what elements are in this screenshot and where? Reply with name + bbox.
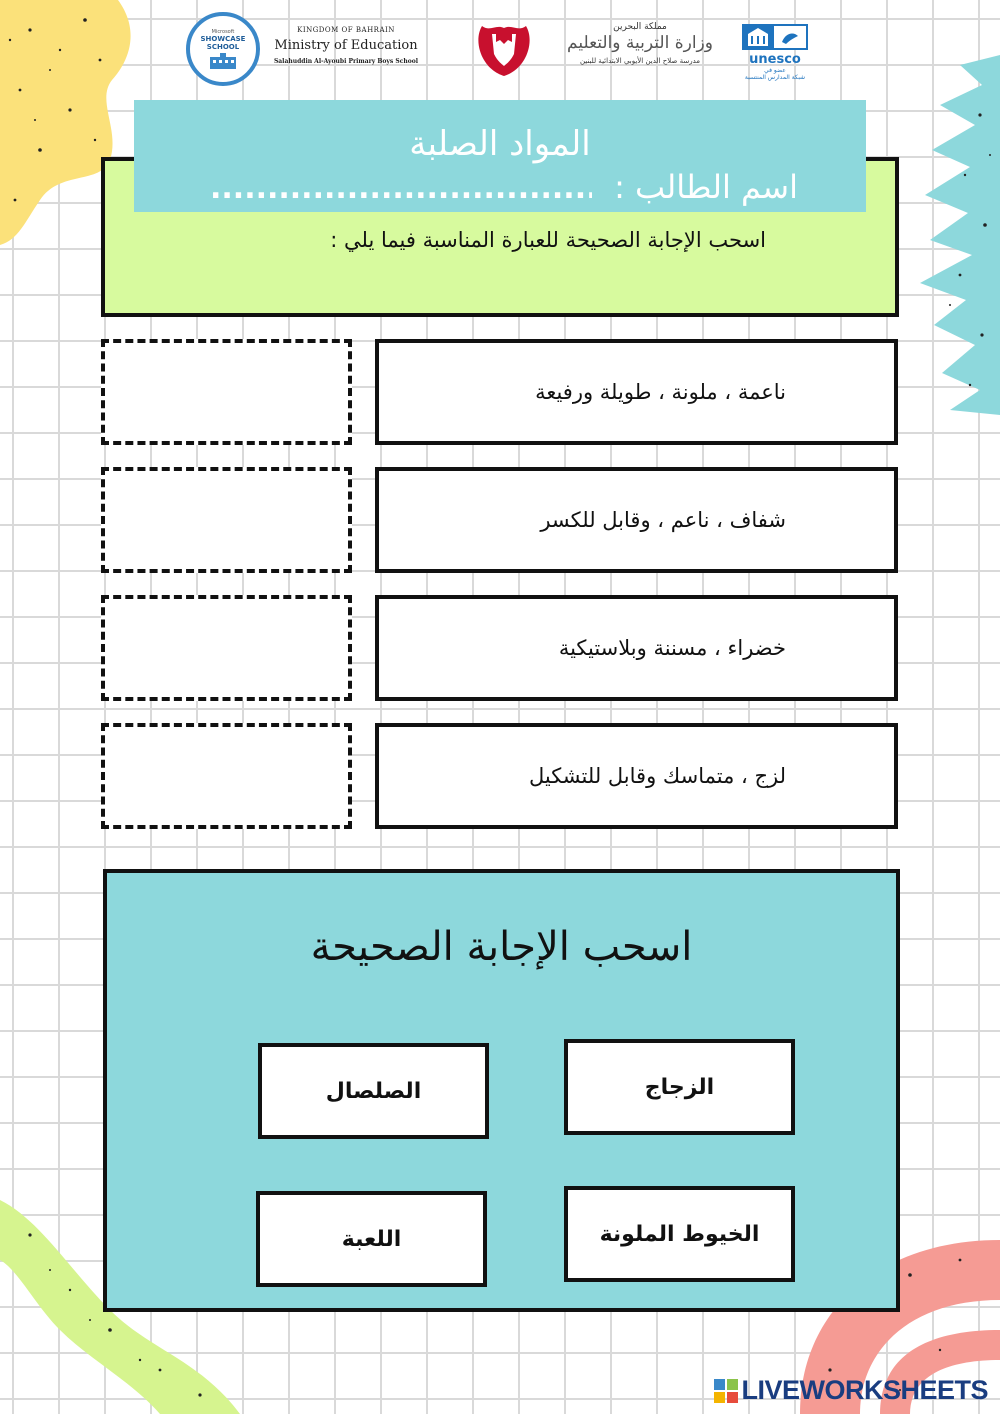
- answer-bank-title: اسحب الإجابة الصحيحة: [310, 924, 693, 970]
- showcase-logo-top-text: Microsoft: [211, 29, 235, 35]
- school-building-icon: [208, 53, 238, 69]
- student-name-input[interactable]: [210, 168, 592, 208]
- unesco-word: unesco: [749, 52, 801, 67]
- liveworksheets-text: LIVEWORKSHEETS: [741, 1375, 988, 1405]
- statement-text-3: خضراء ، مسننة وبلاستيكية: [558, 636, 786, 660]
- kingdom-en: KINGDOM OF BAHRAIN: [297, 26, 395, 34]
- unesco-sub2: شبكة المدارس المنتسبة: [744, 74, 806, 81]
- showcase-logo-line1: SHOWCASE: [200, 35, 246, 43]
- kingdom-ar: مملكة البحرين: [613, 22, 667, 32]
- drop-zone-2[interactable]: [101, 467, 352, 573]
- statement-text-1: ناعمة ، ملونة ، طويلة ورفيعة: [535, 380, 786, 404]
- unesco-sub1: عضو في: [764, 67, 786, 74]
- drop-zone-3[interactable]: [101, 595, 352, 701]
- statement-box-1: [375, 339, 898, 445]
- answer-chip-toy[interactable]: اللعبة: [256, 1191, 487, 1287]
- unesco-emblem-icon: [742, 24, 808, 50]
- worksheet-title: المواد الصلبة: [409, 124, 591, 164]
- answer-chip-colored-threads[interactable]: الخيوط الملونة: [564, 1186, 795, 1282]
- ministry-english-logo: [272, 26, 420, 65]
- answer-chip-clay[interactable]: الصلصال: [258, 1043, 489, 1139]
- liveworksheets-brand: [714, 1375, 988, 1406]
- statement-box-2: [375, 467, 898, 573]
- statement-text-2: شفاف ، ناعم ، وقابل للكسر: [540, 508, 786, 532]
- student-name-label: اسم الطالب :: [614, 168, 798, 206]
- teal-spiky-decoration: [920, 55, 1000, 415]
- statement-box-4: [375, 723, 898, 829]
- instruction-text: اسحب الإجابة الصحيحة للعبارة المناسبة فيما يلي :: [330, 228, 766, 252]
- ministry-arabic-logo: [566, 22, 714, 65]
- drop-zone-1[interactable]: [101, 339, 352, 445]
- liveworksheets-logo-icon: [714, 1379, 738, 1403]
- statement-text-4: لزج ، متماسك وقابل للتشكيل: [528, 764, 786, 788]
- school-en: Salahuddin Al-Ayoubi Primary Boys School: [273, 58, 419, 65]
- drop-zone-4[interactable]: [101, 723, 352, 829]
- ministry-ar: وزارة التربية والتعليم: [567, 33, 713, 53]
- answer-chip-glass[interactable]: الزجاج: [564, 1039, 795, 1135]
- showcase-school-logo: [186, 12, 260, 86]
- ministry-en: Ministry of Education: [274, 38, 418, 53]
- statement-box-3: [375, 595, 898, 701]
- showcase-logo-line2: SCHOOL: [206, 43, 240, 51]
- school-ar: مدرسة صلاح الدين الأيوبي الابتدائية للبنين: [579, 57, 701, 65]
- bahrain-emblem-icon: [474, 20, 534, 78]
- unesco-logo: [738, 24, 812, 81]
